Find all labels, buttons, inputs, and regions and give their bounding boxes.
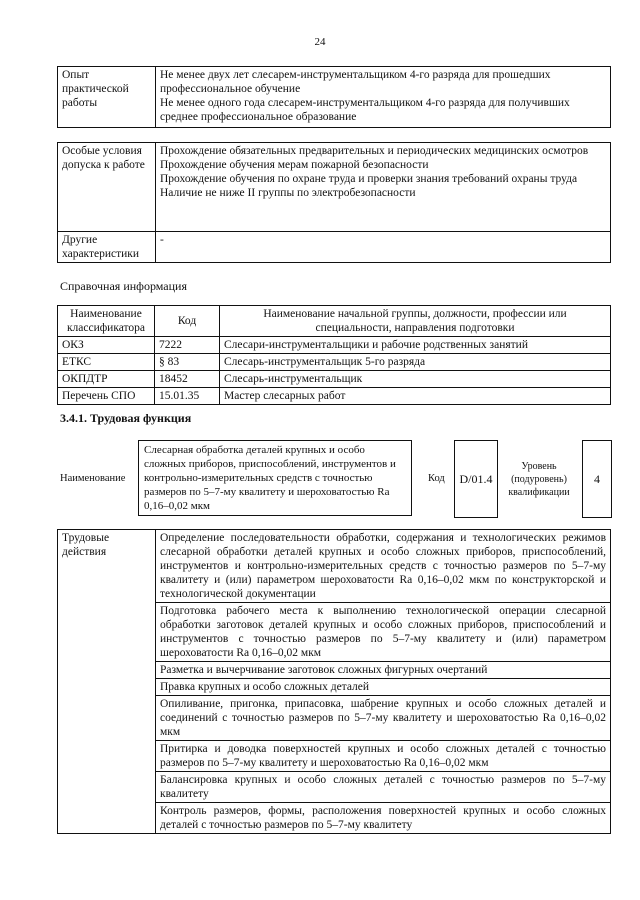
actions-table	[57, 529, 611, 834]
ref-header-name: Наименование начальной группы, должности, профессии или специальности, направления подготовки	[220, 306, 611, 337]
action-item: Опиливание, пригонка, припасовка, шабрение крупных и особо сложных деталей и соединений с точностью размеров по 5–7-му квалитету и шероховатостью Ra 0,16–0,02 мкм	[156, 696, 611, 741]
other-label: Другие характеристики	[58, 232, 156, 263]
condition-item: Прохождение обучения мерам пожарной безопасности	[160, 159, 429, 171]
action-item: Подготовка рабочего места к выполнению технологической операции слесарной обработки заготовок деталей крупных и особо сложных приборов, приспособлений и инструментов с точностью размеров по 5–7-му квалитету и (или) параметром шероховатости Ra 0,16–0,02 мкм	[156, 603, 611, 662]
reference-table	[57, 305, 611, 405]
ref-cell: Слесарь-инструментальщик	[220, 371, 611, 388]
function-code-value: D/01.4	[459, 472, 493, 486]
ref-cell: Мастер слесарных работ	[220, 388, 611, 405]
function-level-box	[582, 440, 612, 518]
action-item: Правка крупных и особо сложных деталей	[156, 679, 611, 696]
conditions-label: Особые условия допуска к работе	[58, 143, 156, 232]
experience-item: Не менее двух лет слесарем-инструментальщиком 4-го разряда для прошедших профессиональное обучение	[160, 69, 551, 95]
ref-cell: ОКЗ	[58, 337, 155, 354]
experience-item: Не менее одного года слесарем-инструментальщиком 4-го разряда для получивших среднее профессиональное образование	[160, 97, 570, 123]
ref-cell: Слесарь-инструментальщик 5-го разряда	[220, 354, 611, 371]
ref-cell: Перечень СПО	[58, 388, 155, 405]
ref-cell: Слесари-инструментальщики и рабочие родственных занятий	[220, 337, 611, 354]
page-number: 24	[314, 36, 326, 48]
function-level-label: Уровень (подуровень) квалификации	[508, 460, 570, 498]
actions-label: Трудовые действия	[58, 530, 156, 834]
function-code-label: Код	[428, 473, 445, 484]
conditions-values	[156, 143, 611, 232]
ref-header-classifier: Наименование классификатора	[58, 306, 155, 337]
action-item: Определение последовательности обработки, содержания и технологических режимов слесарной обработки деталей крупных и особо сложных приборов, приспособлений, инструментов и контрольно-измерительных средств с точностью размеров по 5–7-му квалитету и (или) параметром шероховатости Ra 0,16–0,02 мкм по конструкторской и технологической документации	[156, 530, 611, 603]
experience-values	[156, 67, 611, 128]
ref-cell: § 83	[155, 354, 220, 371]
function-heading: 3.4.1. Трудовая функция	[60, 411, 192, 425]
other-value: -	[156, 232, 611, 263]
experience-table	[57, 66, 611, 128]
action-item: Разметка и вычерчивание заготовок сложных фигурных очертаний	[156, 662, 611, 679]
function-level-value: 4	[594, 472, 600, 486]
ref-cell: 15.01.35	[155, 388, 220, 405]
function-code-box	[454, 440, 498, 518]
function-name-value: Слесарная обработка деталей крупных и особо сложных приборов, приспособлений, инструментов и контрольно-измерительных средств с точностью размеров по 5–7-му квалитету и шероховатостью Ra 0,16–0,02 мкм	[144, 444, 396, 512]
action-item: Контроль размеров, формы, расположения поверхностей крупных и особо сложных деталей с точностью размеров по 5–7-му квалитету	[156, 803, 611, 834]
ref-cell: 18452	[155, 371, 220, 388]
condition-item: Прохождение обучения по охране труда и проверки знания требований охраны труда	[160, 173, 578, 185]
conditions-table	[57, 142, 611, 263]
reference-title: Справочная информация	[60, 279, 187, 293]
function-name-box	[138, 440, 412, 516]
condition-item: Прохождение обязательных предварительных и периодических медицинских осмотров	[160, 145, 589, 157]
ref-cell: ОКПДТР	[58, 371, 155, 388]
ref-cell: ЕТКС	[58, 354, 155, 371]
action-item: Балансировка крупных и особо сложных деталей с точностью размеров по 5–7-му квалитету	[156, 772, 611, 803]
experience-label: Опыт практической работы	[58, 67, 156, 128]
ref-cell: 7222	[155, 337, 220, 354]
action-item: Притирка и доводка поверхностей крупных и особо сложных деталей с точностью размеров по 5–7-му квалитету и шероховатостью Ra 0,16–0,02 мкм	[156, 741, 611, 772]
function-name-label: Наименование	[60, 473, 126, 484]
ref-header-code: Код	[155, 306, 220, 337]
condition-item: Наличие не ниже II группы по электробезопасности	[160, 187, 416, 199]
